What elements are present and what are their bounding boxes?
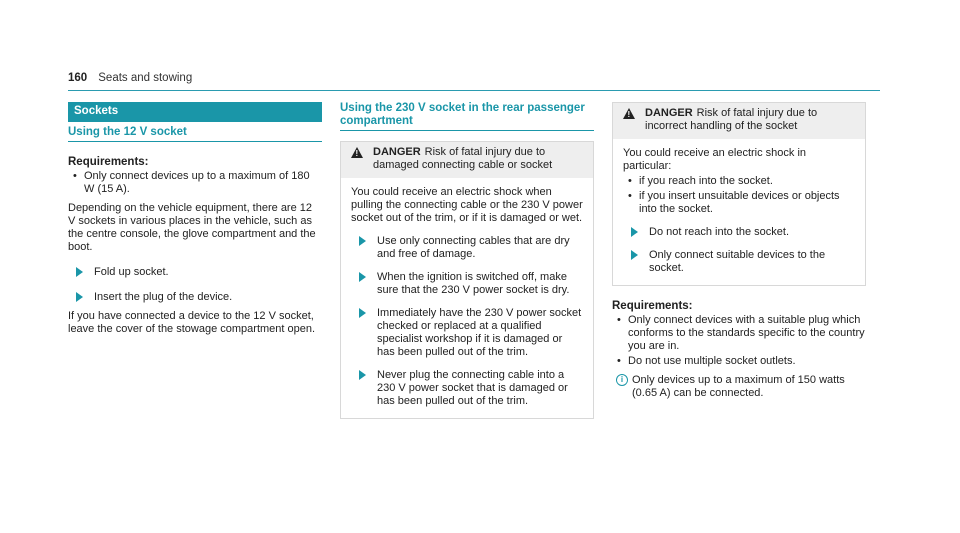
danger-keyword: DANGER <box>373 146 421 158</box>
requirements-label: Requirements: <box>612 300 693 312</box>
step-text: Do not reach into the socket. <box>649 226 790 238</box>
step-item <box>351 235 583 261</box>
danger-box <box>340 141 594 419</box>
danger-keyword: DANGER <box>645 107 693 119</box>
play-arrow-icon <box>76 292 83 302</box>
danger-title: Risk of fatal injury due to damaged connecting cable or socket <box>373 146 553 171</box>
step-item <box>623 226 855 239</box>
header-divider <box>68 90 880 91</box>
danger-header <box>613 103 865 139</box>
page-header <box>68 72 880 86</box>
play-arrow-icon <box>631 227 638 237</box>
page-number: 160 <box>68 72 88 84</box>
danger-box <box>612 102 866 286</box>
play-arrow-icon <box>76 267 83 277</box>
step-item <box>351 271 583 297</box>
info-note <box>612 374 866 400</box>
column-sockets <box>68 102 322 336</box>
paragraph: Depending on the vehicle equipment, there are 12 V sockets in various places in the vehicle, such as the centre console, the glove compartment and the boot. <box>68 202 316 253</box>
requirement-item: • Only connect devices up to a maximum of 180 W (15 A). <box>68 170 322 196</box>
step-item <box>623 249 855 275</box>
section-title: Seats and stowing <box>98 72 193 84</box>
column-230v-continued <box>612 102 866 400</box>
play-arrow-icon <box>631 250 638 260</box>
danger-title: Risk of fatal injury due to incorrect handling of the socket <box>645 107 818 132</box>
play-arrow-icon <box>359 370 366 380</box>
section-bar-title: Sockets <box>68 102 322 122</box>
requirement-item: • Only connect devices with a suitable plug which conforms to the standards specific to the country you are in. <box>612 314 866 353</box>
requirement-item: • Do not use multiple socket outlets. <box>612 355 866 368</box>
step-text: Insert the plug of the device. <box>94 291 233 303</box>
step-item <box>351 369 583 408</box>
paragraph: If you have connected a device to the 12 V socket, leave the cover of the stowage compartment open. <box>68 310 316 335</box>
subheading-12v-socket: Using the 12 V socket <box>68 126 322 142</box>
step-text: When the ignition is switched off, make sure that the 230 V power socket is dry. <box>377 271 570 296</box>
danger-bullet: • if you insert unsuitable devices or objects into the socket. <box>623 190 855 216</box>
danger-header <box>341 142 593 178</box>
requirements-label: Requirements: <box>68 156 149 168</box>
play-arrow-icon <box>359 236 366 246</box>
step-text: Fold up socket. <box>94 266 169 278</box>
info-icon: i <box>616 374 628 386</box>
info-text: Only devices up to a maximum of 150 watts (0.65 A) can be connected. <box>632 374 845 399</box>
column-230v-socket <box>340 102 594 419</box>
danger-body <box>613 139 865 285</box>
play-arrow-icon <box>359 308 366 318</box>
play-arrow-icon <box>359 272 366 282</box>
danger-bullet: • if you reach into the socket. <box>623 175 855 188</box>
warning-triangle-icon: ! <box>351 147 363 158</box>
step-item <box>68 291 322 304</box>
warning-triangle-icon: ! <box>623 108 635 119</box>
danger-text: You could receive an electric shock when pulling the connecting cable or the 230 V power socket out of the trim, or if it is damaged or wet. <box>351 186 583 224</box>
danger-text: You could receive an electric shock in particular: <box>623 147 807 172</box>
step-text: Immediately have the 230 V power socket checked or replaced at a qualified specialist workshop if it is damaged or has been pulled out of the trim. <box>377 307 582 358</box>
step-text: Use only connecting cables that are dry and free of damage. <box>377 235 570 260</box>
step-item <box>351 307 583 359</box>
step-text: Never plug the connecting cable into a 230 V power socket that is damaged or has been pulled out of the trim. <box>377 369 568 407</box>
danger-body <box>341 178 593 418</box>
step-text: Only connect suitable devices to the socket. <box>649 249 826 274</box>
subheading-230v-socket: Using the 230 V socket in the rear passenger compartment <box>340 102 594 131</box>
step-item <box>68 266 322 279</box>
